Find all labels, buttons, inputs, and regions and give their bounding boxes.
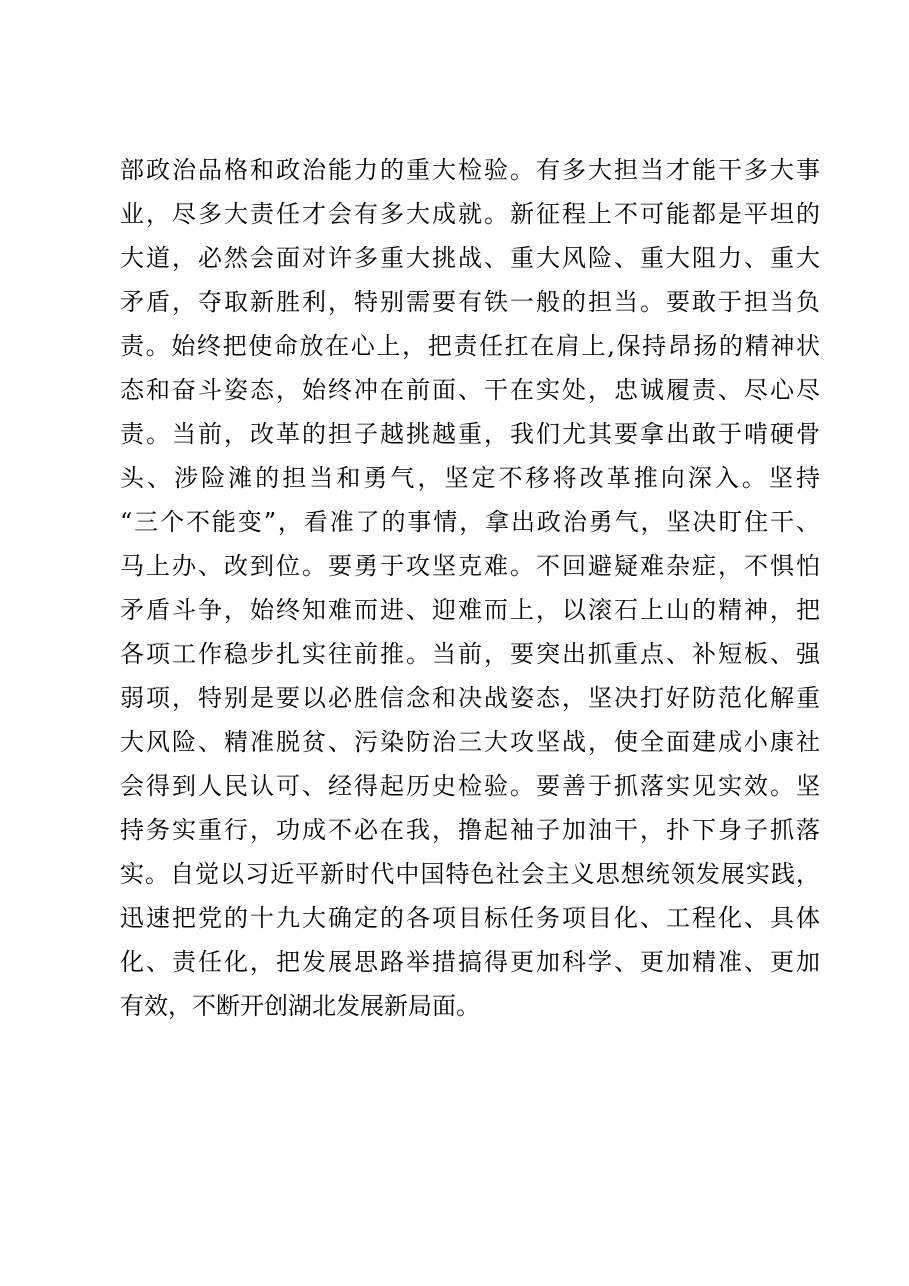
text-line: 有效，不断开创湖北发展新局面。 [120, 992, 480, 1020]
text-line: 实。自觉以习近平新时代中国特色社会主义思想统领发展实践， [120, 860, 820, 888]
text-line: 大道，必然会面对许多重大挑战、重大风险、重大阻力、重大 [120, 244, 820, 272]
text-line: 弱项，特别是要以必胜信念和决战姿态，坚决打好防范化解重 [120, 684, 820, 712]
text-line: 马上办、改到位。要勇于攻坚克难。不回避疑难杂症，不惧怕 [120, 552, 820, 580]
text-line: 大风险、精准脱贫、污染防治三大攻坚战，使全面建成小康社 [120, 728, 820, 756]
text-line: “三个不能变”，看准了的事情，拿出政治勇气，坚决盯住干、 [120, 508, 820, 536]
body-paragraph [120, 148, 820, 1028]
text-line: 责。当前，改革的担子越挑越重，我们尤其要拿出敢于啃硬骨 [120, 420, 820, 448]
text-line: 持务实重行，功成不必在我，撸起袖子加油干，扑下身子抓落 [120, 816, 820, 844]
text-line: 责。始终把使命放在心上，把责任扛在肩上,保持昂扬的精神状 [120, 332, 820, 360]
text-line: 态和奋斗姿态，始终冲在前面、干在实处，忠诚履责、尽心尽 [120, 376, 820, 404]
text-line: 迅速把党的十九大确定的各项目标任务项目化、工程化、具体 [120, 904, 820, 932]
text-line: 矛盾，夺取新胜利，特别需要有铁一般的担当。要敢于担当负 [120, 288, 820, 316]
text-line: 业，尽多大责任才会有多大成就。新征程上不可能都是平坦的 [120, 200, 820, 228]
text-line: 部政治品格和政治能力的重大检验。有多大担当才能干多大事 [120, 156, 820, 184]
text-line: 矛盾斗争，始终知难而进、迎难而上，以滚石上山的精神，把 [120, 596, 820, 624]
text-line: 各项工作稳步扎实往前推。当前，要突出抓重点、补短板、强 [120, 640, 820, 668]
text-line: 会得到人民认可、经得起历史检验。要善于抓落实见实效。坚 [120, 772, 820, 800]
text-line: 头、涉险滩的担当和勇气，坚定不移将改革推向深入。坚持 [120, 464, 820, 492]
text-line: 化、责任化，把发展思路举措搞得更加科学、更加精准、更加 [120, 948, 820, 976]
